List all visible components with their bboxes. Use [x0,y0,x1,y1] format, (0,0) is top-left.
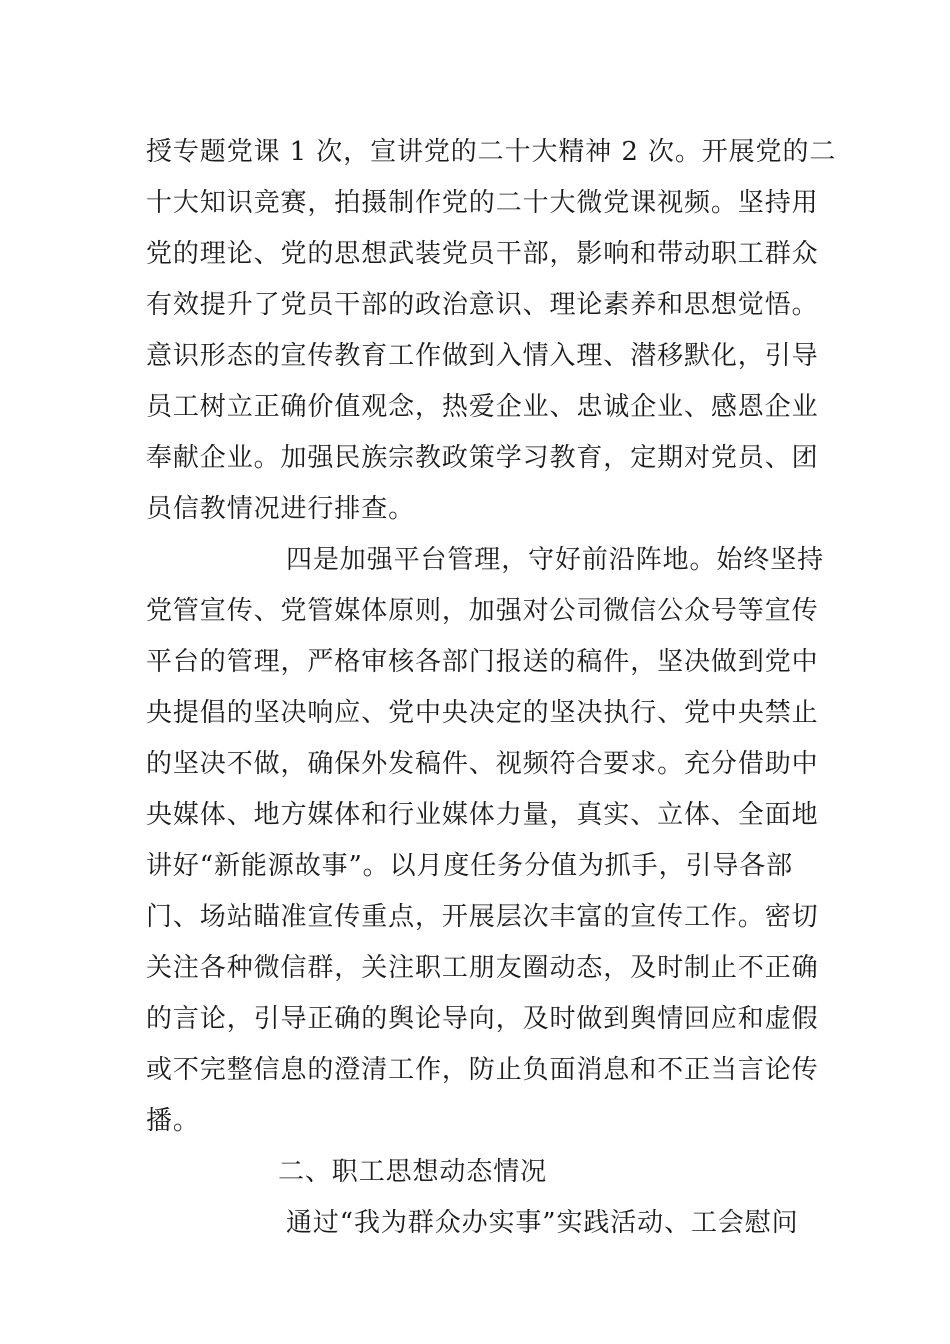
body-text-line: 或不完整信息的澄清工作，防止负面消息和不正当言论传 [146,1055,819,1085]
body-text-line: 通过“我为群众办实事”实践活动、工会慰问 [286,1208,799,1238]
body-text-line: 员信教情况进行排查。 [146,494,416,524]
body-text-line: 有效提升了党员干部的政治意识、理论素养和思想觉悟。 [146,290,819,320]
body-text-line: 央媒体、地方媒体和行业媒体力量，真实、立体、全面地 [146,800,819,830]
body-text-line: 意识形态的宣传教育工作做到入情入理、潜移默化，引导 [146,341,819,371]
body-text-line: 讲好“新能源故事”。以月度任务分值为抓手，引导各部 [146,851,794,881]
body-text-line: 党的理论、党的思想武装党员干部，影响和带动职工群众 [146,239,819,269]
body-text-line: 党管宣传、党管媒体原则，加强对公司微信公众号等宣传 [146,596,819,626]
body-text-line: 关注各种微信群，关注职工朋友圈动态，及时制止不正确 [146,953,819,983]
body-text-line: 奉献企业。加强民族宗教政策学习教育，定期对党员、团 [146,443,819,473]
body-text-line: 平台的管理，严格审核各部门报送的稿件，坚决做到党中 [146,647,819,677]
body-text-line: 员工树立正确价值观念，热爱企业、忠诚企业、感恩企业 [146,392,819,422]
body-text-line: 授专题党课 1 次，宣讲党的二十大精神 2 次。开展党的二 [146,137,837,167]
section-heading: 二、职工思想动态情况 [278,1157,548,1187]
body-text-line: 的言论，引导正确的舆论导向，及时做到舆情回应和虚假 [146,1004,819,1034]
body-text-line: 门、场站瞄准宣传重点，开展层次丰富的宣传工作。密切 [146,902,819,932]
body-text-line: 十大知识竞赛，拍摄制作党的二十大微党课视频。坚持用 [146,188,819,218]
body-text-line: 的坚决不做，确保外发稿件、视频符合要求。充分借助中 [146,749,819,779]
body-text-line: 播。 [146,1106,200,1136]
body-text-line: 央提倡的坚决响应、党中央决定的坚决执行、党中央禁止 [146,698,819,728]
section-four-heading-line: 四是加强平台管理，守好前沿阵地。始终坚持 [286,545,825,575]
